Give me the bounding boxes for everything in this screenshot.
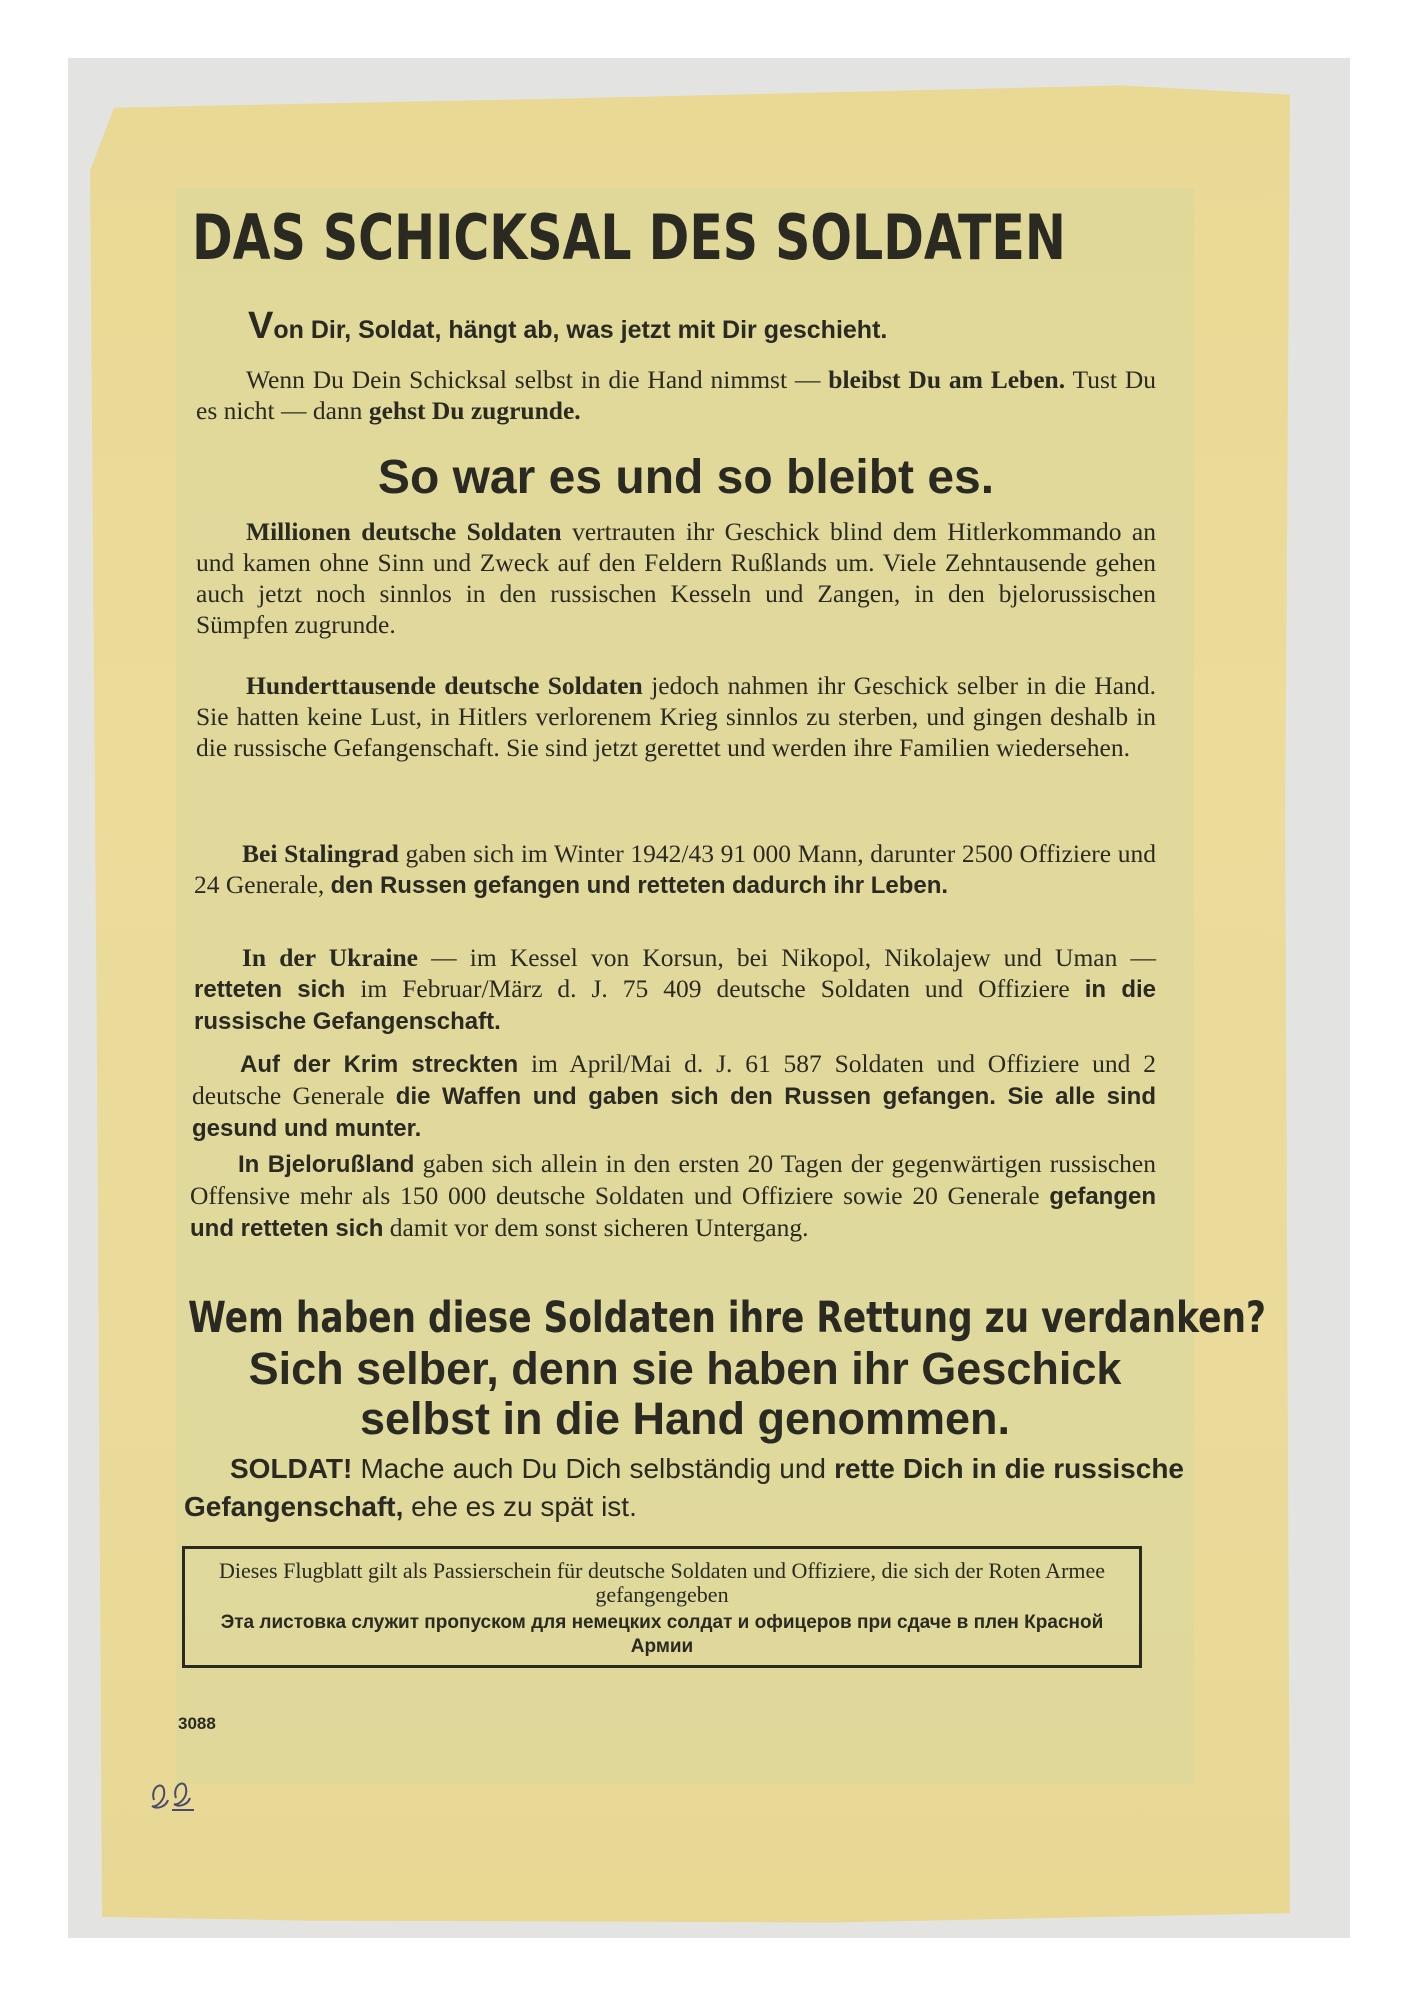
ukraine-bold-2: retteten sich (194, 976, 346, 1003)
hunderttausende-text: jedoch nahmen ihr Geschick selber in die Hand. Sie hatten keine Lust, in Hitlers verlorenem Krieg sinnlos zu sterben, und gingen deshalb in die russische Gefangenschaft. Sie sind jetzt gerettet und werden ihre Familien wiedersehen. (196, 671, 1156, 762)
section-heading: So war es und so bleibt es. (377, 451, 995, 504)
passierschein-german: Dieses Flugblatt gilt als Passierschein für deutsche Soldaten und Offiziere, die sich der Roten Armee gefangengeben (218, 1558, 1106, 1607)
millionen-bold: Millionen deutsche Soldaten (246, 517, 562, 546)
intro-text-2: Tust Du es nicht — dann (196, 365, 1156, 425)
ukraine-text-1: — im Kessel von Korsun, bei Nikopol, Nikolajew und Uman — (418, 943, 1157, 972)
paragraph-millionen (196, 516, 1156, 640)
bjelorussland-bold-2: gefangen und retteten sich (190, 1183, 1156, 1242)
krim-text: im April/Mai d. J. 61 587 Soldaten und Offiziere und 2 deutsche Generale (192, 1049, 1156, 1110)
ukraine-bold-1: In der Ukraine (242, 943, 418, 972)
intro-bold-1: bleibst Du am Leben. (828, 365, 1066, 394)
bjelorussland-bold-1: In Bjelorußland (238, 1151, 415, 1178)
subtitle-initial: V (248, 305, 274, 347)
bjelorussland-text-1: gaben sich allein in den ersten 20 Tagen der gegenwärtigen russischen Offensive mehr als 150 000 deutsche Soldaten und Offiziere sowie 20 Generale (190, 1149, 1156, 1210)
subtitle-text: on Dir, Soldat, hängt ab, was jetzt mit Dir geschieht. (273, 316, 888, 344)
leaflet-subtitle (248, 306, 1128, 350)
paragraph-krim (192, 1048, 1156, 1144)
intro-paragraph (196, 364, 1156, 426)
answer-heading: Sich selber, denn sie haben ihr Geschick selbst in die Hand genommen. (248, 1343, 1122, 1444)
leaflet-code: 3088 (178, 1714, 216, 1733)
call-to-action (184, 1450, 1184, 1526)
passierschein-russian: Эта листовка служит пропуском для немецких солдат и офицеров при сдаче в плен Красной Армии (220, 1612, 1104, 1657)
paragraph-hunderttausende (196, 670, 1156, 763)
cta-bold-1: SOLDAT! (230, 1453, 353, 1484)
cta-bold-2: rette Dich in die russische Gefangenschaft, (184, 1453, 1184, 1522)
ukraine-bold-3: in die russische Gefangenschaft. (194, 976, 1157, 1035)
krim-bold-2: die Waffen und gaben sich den Russen gefangen. Sie alle sind gesund und munter. (192, 1083, 1156, 1142)
question-heading: Wem haben diese Soldaten ihre Rettung zu verdanken? (188, 1293, 1266, 1343)
hunderttausende-bold: Hunderttausende deutsche Soldaten (246, 671, 643, 700)
stalingrad-text: gaben sich im Winter 1942/43 91 000 Mann, darunter 2500 Offiziere und 24 Generale, (194, 839, 1156, 899)
bjelorussland-text-2: damit vor dem sonst sicheren Untergang. (383, 1213, 809, 1242)
passierschein-box (182, 1546, 1142, 1668)
paragraph-stalingrad (194, 838, 1156, 901)
cta-text-2: ehe es zu spät ist. (403, 1491, 637, 1522)
intro-bold-2: gehst Du zugrunde. (368, 396, 581, 425)
stalingrad-bold-1: Bei Stalingrad (242, 839, 399, 868)
paragraph-bjelorussland (190, 1148, 1156, 1244)
leaflet-title: DAS SCHICKSAL DES SOLDATEN (192, 201, 1066, 274)
intro-text-1: Wenn Du Dein Schicksal selbst in die Hand nimmst — (246, 365, 829, 394)
stalingrad-bold-2: den Russen gefangen und retteten dadurch ihr Leben. (330, 872, 949, 899)
ukraine-text-2: im Februar/März d. J. 75 409 deutsche Soldaten und Offiziere (345, 974, 1085, 1003)
krim-bold-1: Auf der Krim streckten (240, 1051, 519, 1078)
paragraph-ukraine (194, 942, 1156, 1037)
millionen-text: vertrauten ihr Geschick blind dem Hitlerkommando an und kamen ohne Sinn und Zweck auf den Feldern Rußlands um. Viele Zehntausende gehen auch jetzt noch sinnlos in den russischen Kesseln und Zangen, in den bjelorussischen Sümpfen zugrunde. (196, 517, 1157, 639)
cta-text-1: Mache auch Du Dich selbständig und (352, 1453, 835, 1484)
handwritten-mark (148, 1770, 204, 1818)
